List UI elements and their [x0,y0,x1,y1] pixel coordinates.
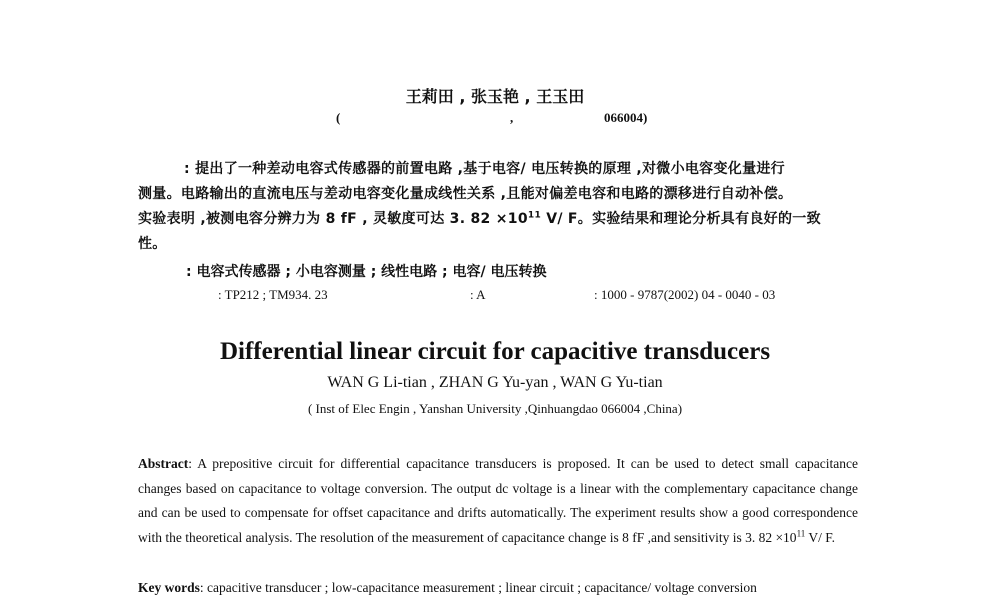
abstract-line: : 提出了一种差动电容式传感器的前置电路 ,基于电容/ 电压转换的原理 ,对微小电容变化量进行 [184,161,785,177]
chinese-abstract [138,157,858,257]
abstract-text: : A prepositive circuit for differential capacitance transducers is proposed. It can be used to detect small capacitance changes based on capacitance to voltage conversion. The output dc voltage is a linear with the complementary capacitance change and can be used to compensate for offset capacitance and drifts automatically. The experiment results show a good correspondence with the theoretical analysis. The resolution of the measurement of capacitance change is 8 fF ,and sensitivity is 3. 82 ×10 [138,456,858,545]
affiliation-comma: , [510,110,514,125]
abstract-line: 实验表明 ,被测电容分辨力为 8 fF , 灵敏度可达 3. $82 \times 10^{11}$ V/ F。实验结果和理论分析具有良好的一致 [138,210,821,227]
affiliation-open: ( [336,110,341,125]
english-keywords [138,580,757,596]
class-number: : TP212 ; TM934. 23 [218,287,328,302]
article-id: : 1000 - 9787(2002) 04 - 0040 - 03 [594,287,776,302]
abstract-line: 测量。电路输出的直流电压与差动电容变化量成线性关系 ,且能对偏差电容和电路的漂移进行自动补偿。 [138,186,793,202]
keywords-label: : [186,264,192,280]
chinese-authors: 王莉田 , 张玉艳 , 王玉田 [405,87,585,106]
english-affiliation: ( Inst of Elec Engin , Yanshan University ,Qinhuangdao 066004 ,China) [307,401,683,416]
abstract-line: 性。 [138,236,167,252]
english-authors: WAN G Li-tian , ZHAN G Yu-yan , WAN G Yu-tian [327,374,663,391]
abstract-tail: V/ F. [805,529,836,545]
keywords-text: : capacitive transducer ; low-capacitance measurement ; linear circuit ; capacitance/ voltage conversion [199,580,757,595]
chinese-keywords [186,261,547,281]
english-abstract [138,452,858,550]
abstract-label: : [184,161,190,177]
affiliation-postcode: 066004) [604,110,648,125]
english-title: Differential linear circuit for capacitive transducers [219,338,771,365]
document-code: : A [470,287,486,302]
abstract-label: Abstract [138,456,189,471]
keywords-label: Key words [138,580,200,595]
exponent: 11 [527,210,542,221]
keywords-text: 电容式传感器 ; 小电容测量 ; 线性电路 ; 电容/ 电压转换 [196,264,547,280]
exponent: 11 [796,528,806,538]
